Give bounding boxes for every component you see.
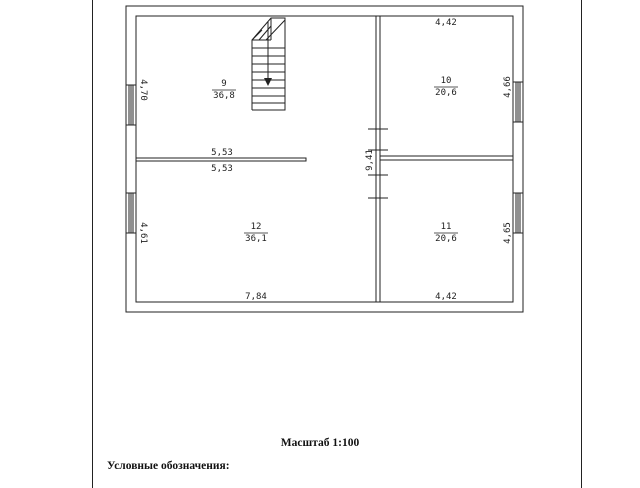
dim-right-top-height: 4,66: [503, 76, 513, 98]
legend-caption: Условные обозначения:: [107, 460, 230, 472]
room-9-number: 9: [221, 79, 227, 89]
room-10-area: 20,6: [435, 88, 457, 98]
room-12-number: 12: [250, 222, 262, 232]
dim-bottom-left-width: 7,84: [245, 292, 267, 302]
window-right-top: [513, 82, 523, 122]
window-left-top: [126, 85, 136, 125]
dim-center-height: 9,41: [365, 149, 375, 171]
dim-left-bottom-height: 4,61: [138, 222, 148, 244]
dim-partition-above: 5,53: [211, 148, 233, 158]
dim-partition-below: 5,53: [211, 164, 233, 174]
dim-right-bottom-height: 4,65: [503, 222, 513, 244]
dim-left-top-height: 4,70: [138, 79, 148, 101]
stair-direction-arrow-icon: [264, 78, 272, 86]
room-11-area: 20,6: [435, 234, 457, 244]
staircase: [252, 18, 285, 110]
room-12-area: 36,1: [245, 234, 267, 244]
dim-top-right-width: 4,42: [435, 18, 457, 28]
scale-caption: Масштаб 1:100: [280, 437, 360, 449]
room-9-area: 36,8: [213, 91, 235, 101]
dim-bottom-right-width: 4,42: [435, 292, 457, 302]
window-right-bottom: [513, 193, 523, 233]
partition-9-12: [136, 158, 306, 161]
window-left-bottom: [126, 193, 136, 233]
room-11-number: 11: [440, 222, 452, 232]
room-10-number: 10: [440, 76, 452, 86]
